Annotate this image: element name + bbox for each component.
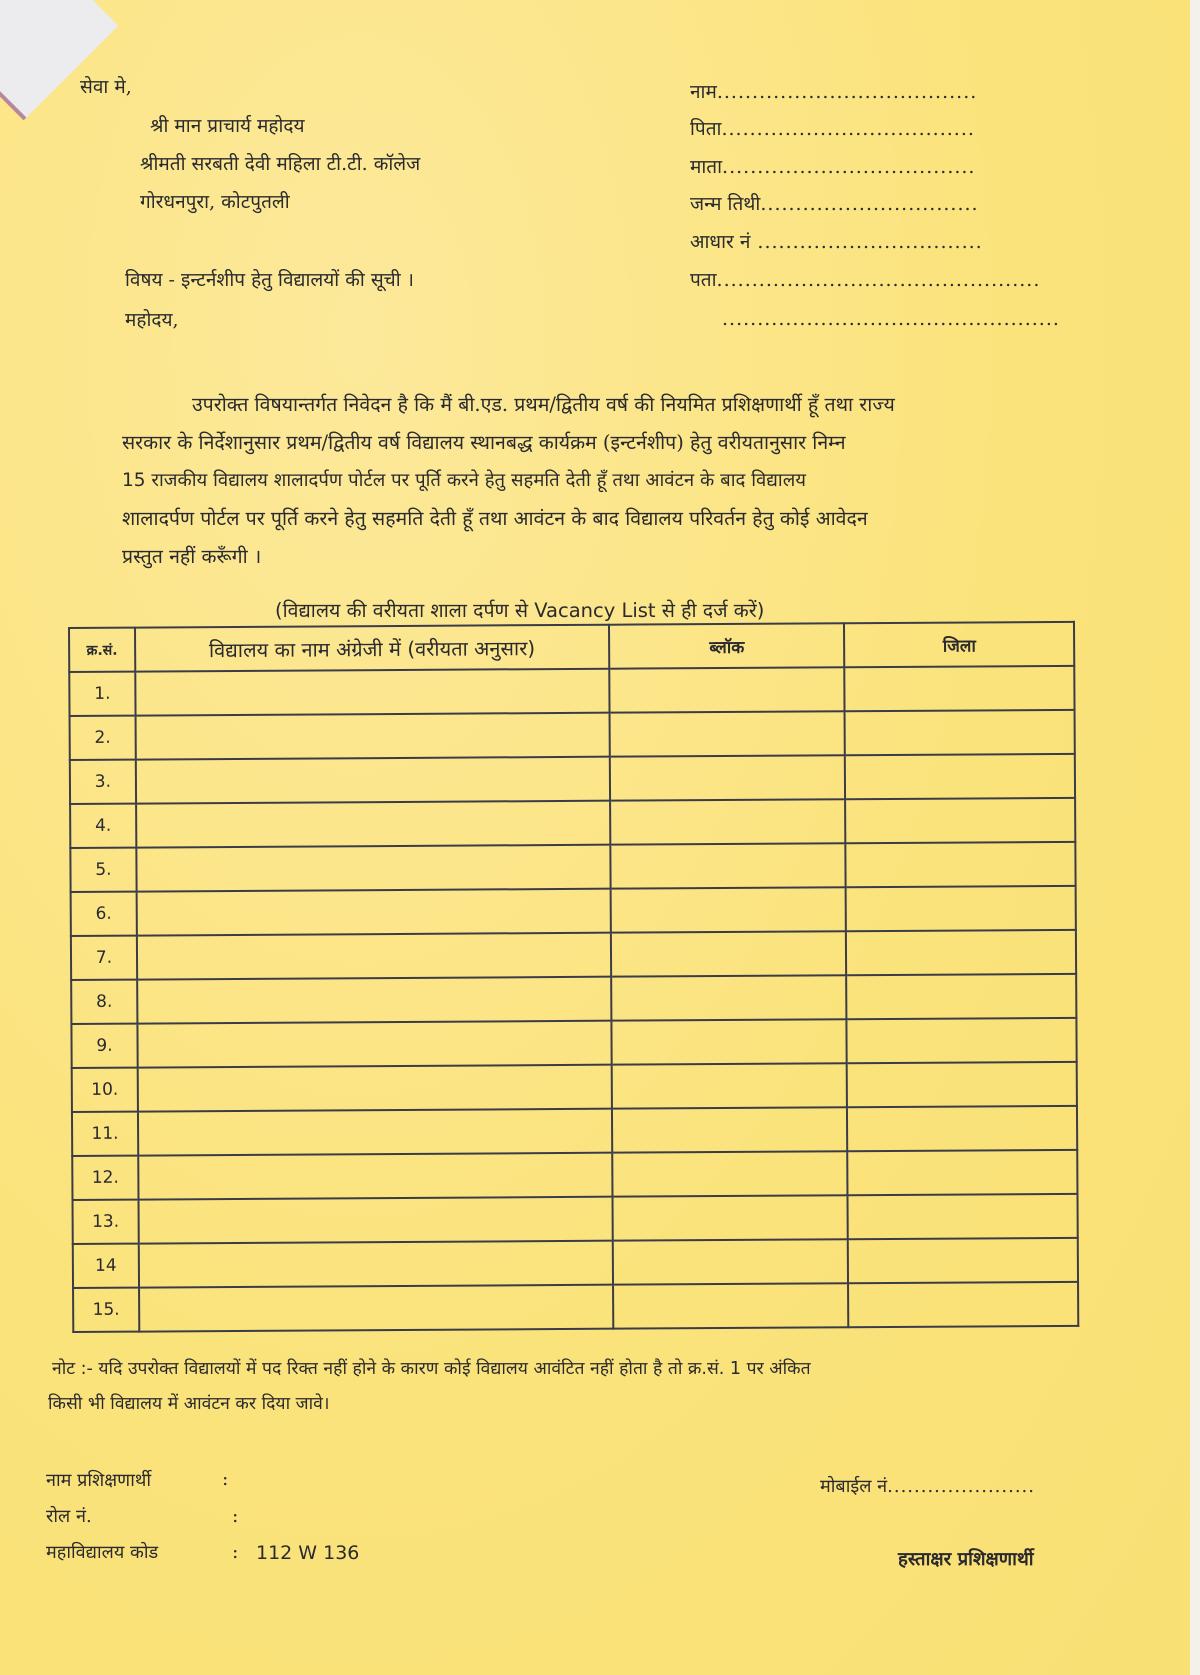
serial-cell: 9. (71, 1024, 137, 1068)
field-dots: .................................... (721, 118, 975, 140)
body-line: उपरोक्त विषयान्तर्गत निवेदन है कि मैं बी.एड. प्रथम/द्वितीय वर्ष की नियमित प्रशिक्षणार्थी हूँ तथा राज्य (192, 393, 895, 416)
district-cell[interactable] (848, 1238, 1078, 1283)
field-label: जन्म तिथी (690, 193, 761, 215)
district-cell[interactable] (847, 1018, 1077, 1063)
colon: : (232, 1505, 239, 1527)
school-name-cell[interactable] (135, 713, 609, 760)
college-code-label: महाविद्यालय कोड (46, 1542, 159, 1563)
serial-cell: 1. (69, 672, 135, 716)
field-dots: ................................ (750, 231, 983, 253)
mobile-label: मोबाईल नं (820, 1476, 888, 1497)
table-row (71, 886, 1076, 936)
field-dots: .................................... (722, 156, 976, 178)
block-cell[interactable] (609, 711, 845, 756)
table-row (72, 1062, 1077, 1112)
header-district: जिला (844, 622, 1074, 667)
table-row (71, 1018, 1076, 1068)
school-name-cell[interactable] (138, 1065, 612, 1112)
field-label: माता (690, 156, 723, 178)
school-name-cell[interactable] (137, 1021, 611, 1068)
note-line: नोट :- यदि उपरोक्त विद्यालयों में पद रिक्त नहीं होने के कारण कोई विद्यालय आवंटित नहीं होता है तो क्र.सं. 1 पर अंकित (52, 1359, 811, 1379)
field-father[interactable] (690, 115, 975, 141)
field-dots: ............................... (760, 193, 979, 215)
note-line: किसी भी विद्यालय में आवंटन कर दिया जावे। (48, 1394, 330, 1414)
field-dots: ..................................... (716, 81, 978, 103)
district-cell[interactable] (846, 886, 1076, 931)
field-address-continuation[interactable]: ................................................ (722, 308, 1060, 330)
serial-cell: 6. (71, 892, 137, 936)
header-serial: क्र.सं. (69, 628, 135, 672)
table-caption: (विद्यालय की वरीयता शाला दर्पण से Vacancy List से ही दर्ज करें) (275, 599, 765, 622)
block-cell[interactable] (613, 1239, 849, 1284)
field-aadhaar[interactable] (690, 228, 983, 254)
table-row (70, 842, 1075, 892)
body-paragraph (122, 386, 1062, 576)
table-header-row (69, 622, 1074, 672)
school-name-cell[interactable] (136, 845, 610, 892)
serial-cell: 2. (70, 716, 136, 760)
field-label: आधार नं (690, 231, 751, 253)
school-name-cell[interactable] (137, 889, 611, 936)
district-cell[interactable] (846, 798, 1076, 843)
district-cell[interactable] (848, 1194, 1078, 1239)
school-name-cell[interactable] (138, 1153, 612, 1200)
field-dots: ...................... (887, 1476, 1036, 1497)
block-cell[interactable] (610, 755, 846, 800)
trainee-name-label: नाम प्रशिक्षणार्थी (46, 1470, 152, 1491)
block-cell[interactable] (612, 1195, 848, 1240)
block-cell[interactable] (611, 887, 847, 932)
school-name-cell[interactable] (136, 757, 610, 804)
school-name-cell[interactable] (135, 669, 609, 716)
serial-cell: 10. (72, 1068, 138, 1112)
field-mother[interactable] (690, 153, 975, 179)
table-row (70, 710, 1075, 760)
district-cell[interactable] (845, 710, 1075, 755)
subject-line: विषय - इन्टर्नशीप हेतु विद्यालयों की सूची । (125, 269, 414, 291)
serial-cell: 15. (73, 1288, 139, 1332)
field-label: पता (690, 269, 717, 291)
table-row (69, 666, 1074, 716)
serial-cell: 7. (71, 936, 137, 980)
table-row (70, 754, 1075, 804)
school-name-cell[interactable] (139, 1241, 613, 1288)
field-label: पिता (690, 118, 722, 140)
addressee-line: श्री मान प्राचार्य महोदय (150, 115, 305, 137)
table-row (71, 974, 1076, 1024)
district-cell[interactable] (848, 1150, 1078, 1195)
serial-cell: 13. (73, 1200, 139, 1244)
district-cell[interactable] (845, 754, 1075, 799)
serial-cell: 4. (70, 804, 136, 848)
field-address[interactable] (690, 266, 1040, 292)
body-line: 15 राजकीय विद्यालय शालादर्पण पोर्टल पर पूर्ति करने हेतु सहमति देती हूँ तथा आवंटन के बाद विद्यालय (122, 470, 806, 491)
block-cell[interactable] (609, 667, 845, 712)
district-cell[interactable] (847, 974, 1077, 1019)
district-cell[interactable] (845, 666, 1075, 711)
table-row (73, 1238, 1078, 1288)
table-row (71, 930, 1076, 980)
table-row (73, 1194, 1078, 1244)
table-row (70, 798, 1075, 848)
trainee-name-field[interactable] (242, 1468, 542, 1492)
school-name-cell[interactable] (138, 1197, 612, 1244)
block-cell[interactable] (611, 975, 847, 1020)
school-name-cell[interactable] (138, 1109, 612, 1156)
block-cell[interactable] (612, 1063, 848, 1108)
school-name-cell[interactable] (137, 933, 611, 980)
mobile-field[interactable] (820, 1474, 1035, 1498)
district-cell[interactable] (846, 842, 1076, 887)
body-line: शालादर्पण पोर्टल पर पूर्ति करने हेतु सहमति देती हूँ तथा आवंटन के बाद विद्यालय परिवर्तन हेतु कोई आवेदन (122, 507, 868, 530)
district-cell[interactable] (847, 1106, 1077, 1151)
district-cell[interactable] (846, 930, 1076, 975)
school-name-cell[interactable] (137, 977, 611, 1024)
block-cell[interactable] (612, 1151, 848, 1196)
field-label: नाम (690, 81, 717, 103)
district-cell[interactable] (847, 1062, 1077, 1107)
serial-cell: 11. (72, 1112, 138, 1156)
block-cell[interactable] (610, 799, 846, 844)
block-cell[interactable] (611, 931, 847, 976)
school-preference-table (68, 621, 1079, 1333)
block-cell[interactable] (610, 843, 846, 888)
salutation-to: सेवा मे, (80, 76, 132, 98)
college-code-value: 112 W 136 (256, 1542, 360, 1564)
serial-cell: 14 (73, 1244, 139, 1288)
header-block: ब्लॉक (609, 623, 845, 668)
roll-no-label: रोल नं. (46, 1506, 92, 1527)
folded-corner (0, 0, 118, 120)
colon: : (232, 1541, 239, 1563)
addressee-line: गोरधनपुरा, कोटपुतली (140, 191, 290, 213)
block-cell[interactable] (613, 1283, 849, 1328)
serial-cell: 3. (70, 760, 136, 804)
body-line: प्रस्तुत नहीं करूँगी । (122, 545, 262, 568)
table-row (73, 1282, 1078, 1332)
block-cell[interactable] (611, 1019, 847, 1064)
table-row (72, 1150, 1077, 1200)
field-dots: .............................................. (716, 269, 1041, 291)
serial-cell: 5. (70, 848, 136, 892)
signature-label: हस्ताक्षर प्रशिक्षणार्थी (898, 1549, 1034, 1570)
addressee-line: श्रीमती सरबती देवी महिला टी.टी. कॉलेज (140, 153, 421, 175)
roll-no-field[interactable] (252, 1504, 552, 1528)
table-row (72, 1106, 1077, 1156)
header-school-name: विद्यालय का नाम अंग्रेजी में (वरीयता अनुसार) (135, 625, 609, 672)
greeting: महोदय, (125, 309, 179, 331)
school-name-cell[interactable] (139, 1285, 613, 1332)
block-cell[interactable] (612, 1107, 848, 1152)
body-line: सरकार के निर्देशानुसार प्रथम/द्वितीय वर्ष विद्यालय स्थानबद्ध कार्यक्रम (इन्टर्नशीप) हेतु वरीयतानुसार निम्न (122, 431, 846, 454)
field-dob[interactable] (690, 190, 979, 216)
serial-cell: 8. (71, 980, 137, 1024)
school-name-cell[interactable] (136, 801, 610, 848)
district-cell[interactable] (848, 1282, 1078, 1327)
serial-cell: 12. (72, 1156, 138, 1200)
colon: : (222, 1468, 229, 1490)
field-name[interactable] (690, 78, 977, 104)
